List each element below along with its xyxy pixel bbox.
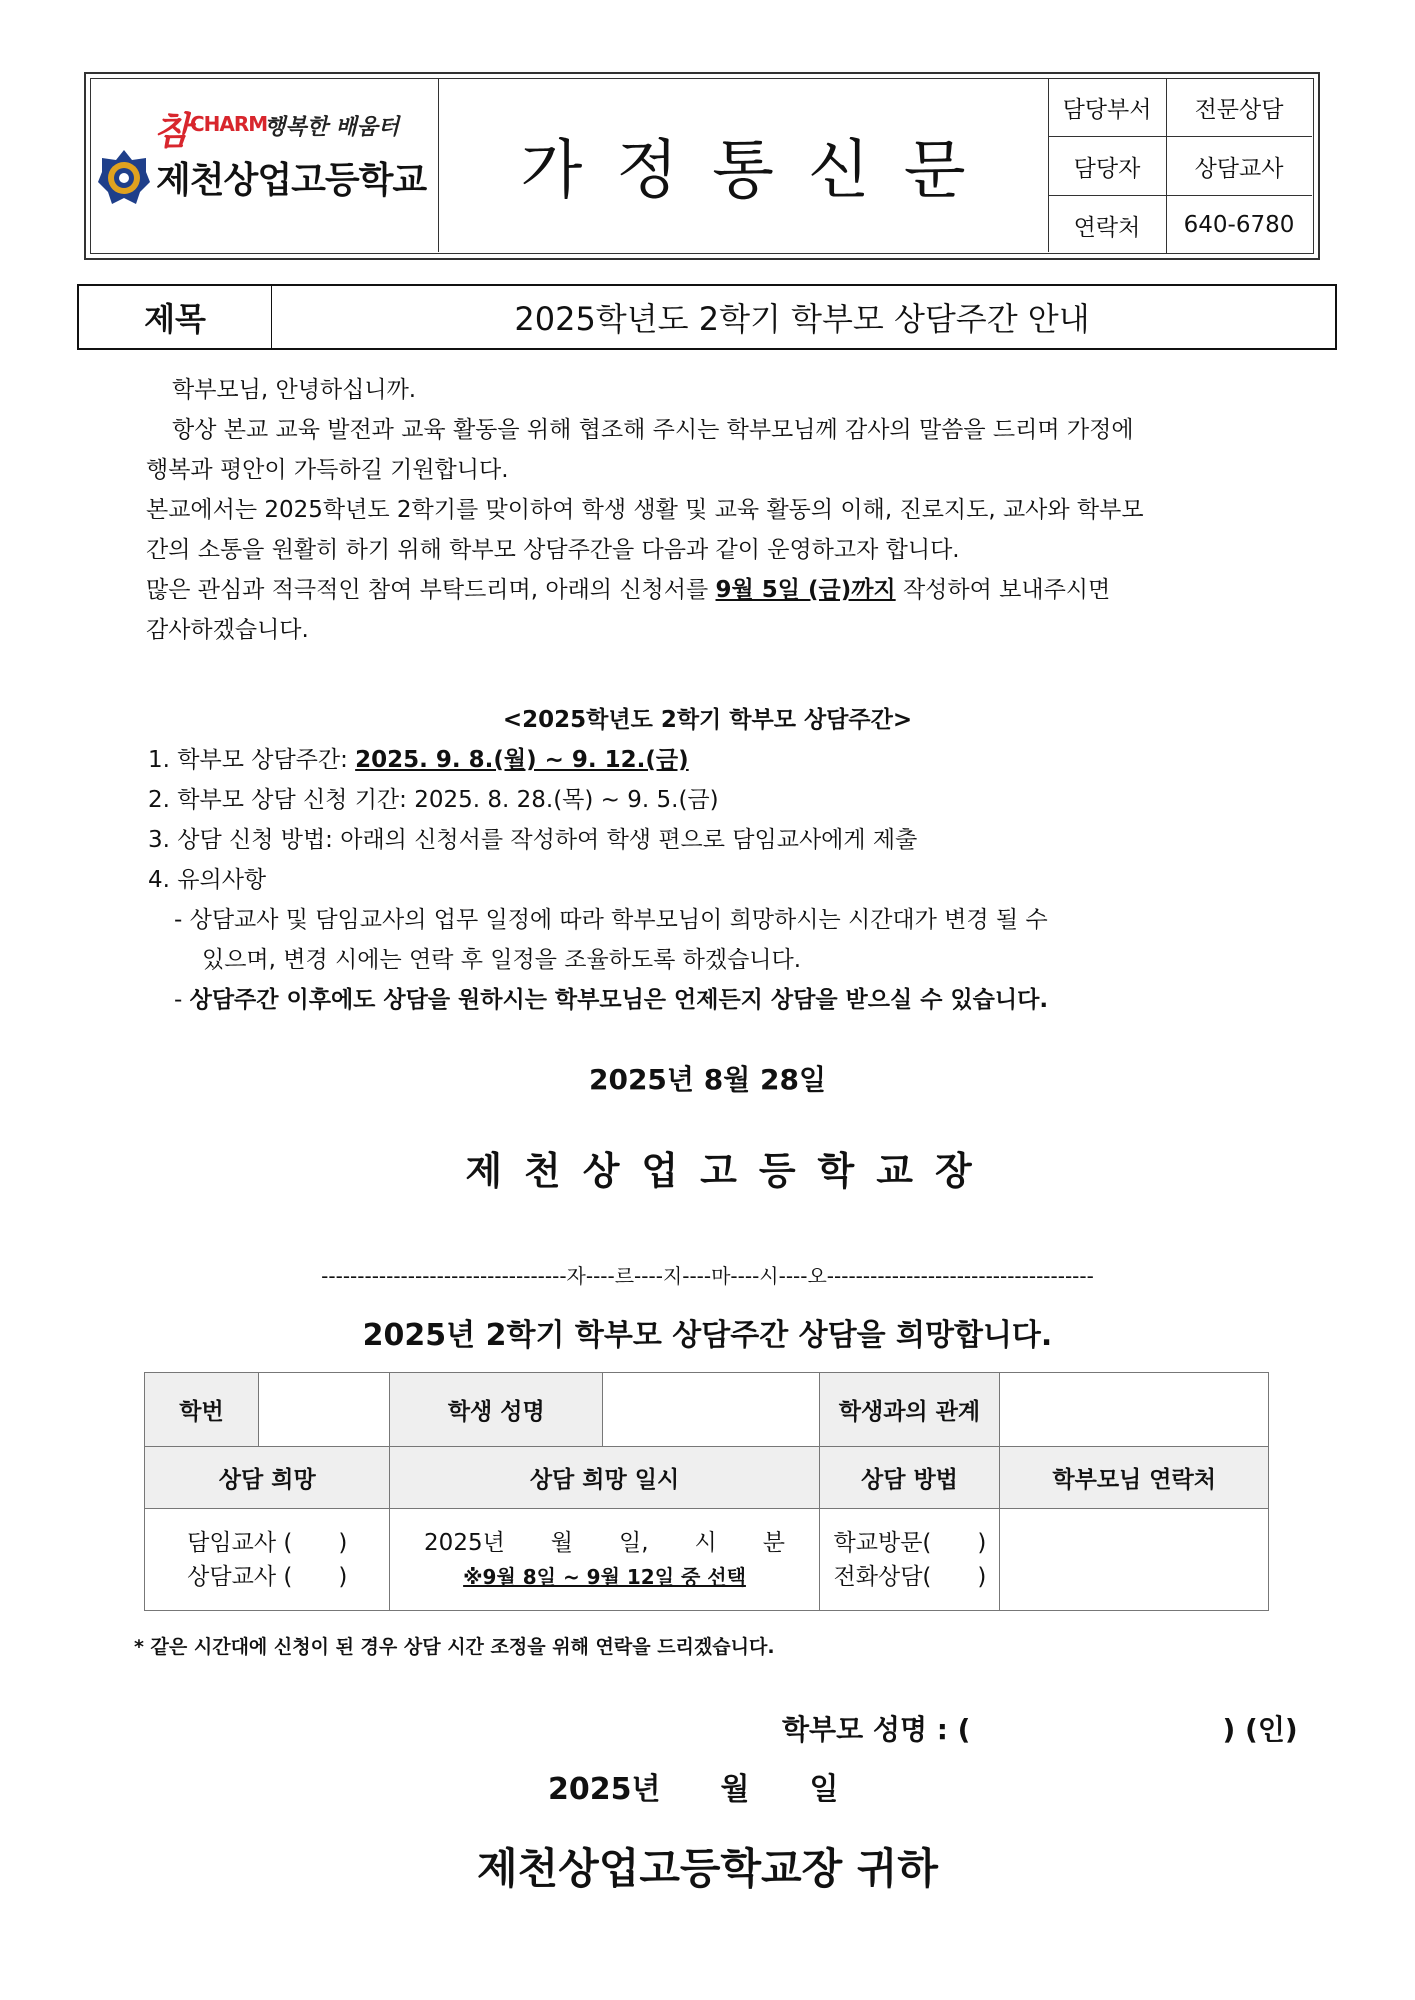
deadline: 9월 5일 (금)까지 [715,577,896,603]
wish-cell [145,1509,390,1611]
note-2-dash: - [174,987,190,1013]
col-contact-header: 학부모님 연락처 [1000,1447,1269,1509]
greeting: 학부모님, 안녕하십니까. [172,377,417,403]
paragraph-3-cont: 감사하겠습니다. [146,617,309,643]
info-key: 연락처 [1048,196,1167,254]
note-1-cont: 있으며, 변경 시에는 연락 후 일정을 조율하도록 하겠습니다. [202,947,802,973]
detail-item-3: 3. 상담 신청 방법: 아래의 신청서를 작성하여 학생 편으로 담임교사에게 제출 [148,827,918,853]
issue-date: 2025년 8월 28일 [588,1063,827,1096]
slogan-brand: CHARM [190,112,268,136]
col-datetime-header: 상담 희망 일시 [390,1447,819,1509]
details-heading: <2025학년도 2학기 학부모 상담주간> [502,707,913,733]
method-phone-option[interactable]: 전화상담( ) [833,1563,987,1590]
paragraph-3 [146,570,1110,610]
relation-label: 학생과의 관계 [819,1373,1000,1447]
cut-line: ----------------------------------자----르----지----마----시----오------------------------------------- [321,1264,1094,1288]
detail-item-4: 4. 유의사항 [148,867,267,893]
paragraph-2-cont: 간의 소통을 원활히 하기 위해 학부모 상담주간을 다음과 같이 운영하고자 합니다. [146,537,960,563]
wish-homeroom-option[interactable]: 담임교사 ( ) [187,1529,348,1556]
note-1: - 상담교사 및 담임교사의 업무 일정에 따라 학부모님이 희망하시는 시간대가 변경 될 수 [174,907,1048,933]
school-name: 제천상업고등학교 [156,160,427,201]
relation-input[interactable] [1000,1373,1269,1447]
method-cell [819,1509,1000,1611]
detail-item-1 [148,740,689,780]
subject-label: 제목 [79,286,272,348]
info-row-department [1048,78,1312,137]
method-visit-option[interactable]: 학교방문( ) [833,1529,987,1556]
application-form-table [144,1372,1269,1611]
form-footnote: * 같은 시간대에 신청이 된 경우 상담 시간 조정을 위해 연락을 드리겠습니다. [134,1636,775,1658]
school-logo-cell [90,78,439,252]
slogan-prefix: 참 [154,109,191,153]
info-value: 전문상담 [1194,96,1284,123]
paragraph-2: 본교에서는 2025학년도 2학기를 맞이하여 학생 생활 및 교육 활동의 이해, 진로지도, 교사와 학부모 [146,497,1144,523]
signature-date[interactable]: 2025년 월 일 [548,1772,839,1807]
contact-input[interactable] [1000,1509,1269,1611]
note-2 [174,980,1048,1020]
detail-item-1-value: 2025. 9. 8.(월) ~ 9. 12.(금) [355,747,689,773]
wish-counselor-option[interactable]: 상담교사 ( ) [187,1563,348,1590]
doc-title: 가정통신문 [520,134,1000,208]
slogan-text: 행복한 배움터 [264,115,400,140]
info-key: 담당자 [1048,137,1167,195]
info-value: 640-6780 [1183,212,1295,238]
doc-title-cell [438,78,1049,252]
detail-item-2: 2. 학부모 상담 신청 기간: 2025. 8. 28.(목) ~ 9. 5.(금) [148,787,719,813]
form-title: 2025년 2학기 학부모 상담주간 상담을 희망합니다. [362,1318,1053,1353]
student-id-input[interactable] [258,1373,390,1447]
datetime-cell[interactable] [390,1509,819,1611]
col-method-header: 상담 방법 [819,1447,1000,1509]
detail-item-1-label: 1. 학부모 상담주간: [148,747,356,773]
student-name-label: 학생 성명 [390,1373,603,1447]
info-row-person [1048,137,1312,196]
col-wish-header: 상담 희망 [145,1447,390,1509]
student-id-label: 학번 [145,1373,259,1447]
info-value: 상담교사 [1194,155,1284,182]
datetime-template: 2025년 월 일, 시 분 [424,1529,785,1556]
student-name-input[interactable] [603,1373,820,1447]
paragraph-1-cont: 행복과 평안이 가득하길 기원합니다. [146,457,509,483]
datetime-note: ※9월 8일 ~ 9월 12일 중 선택 [463,1564,746,1589]
school-emblem-icon [96,148,152,206]
addressee: 제천상업고등학교장 귀하 [477,1844,938,1893]
paragraph-1: 항상 본교 교육 발전과 교육 활동을 위해 협조해 주시는 학부모님께 감사의 말씀을 드리며 가정에 [172,417,1134,443]
note-2-text: 상담주간 이후에도 상담을 원하시는 학부모님은 언제든지 상담을 받으실 수 있습니다. [189,987,1049,1013]
info-row-contact [1048,196,1312,254]
paragraph-3-text: 많은 관심과 적극적인 참여 부탁드리며, 아래의 신청서를 [146,577,716,603]
info-key: 담당부서 [1048,78,1167,136]
paragraph-3-text-b: 작성하여 보내주시면 [895,577,1111,603]
subject-text: 2025학년도 2학기 학부모 상담주간 안내 [514,300,1090,338]
principal-name: 제천상업고등학교장 [465,1149,994,1193]
parent-signature[interactable]: 학부모 성명 : ( ) (인) [782,1713,1298,1746]
